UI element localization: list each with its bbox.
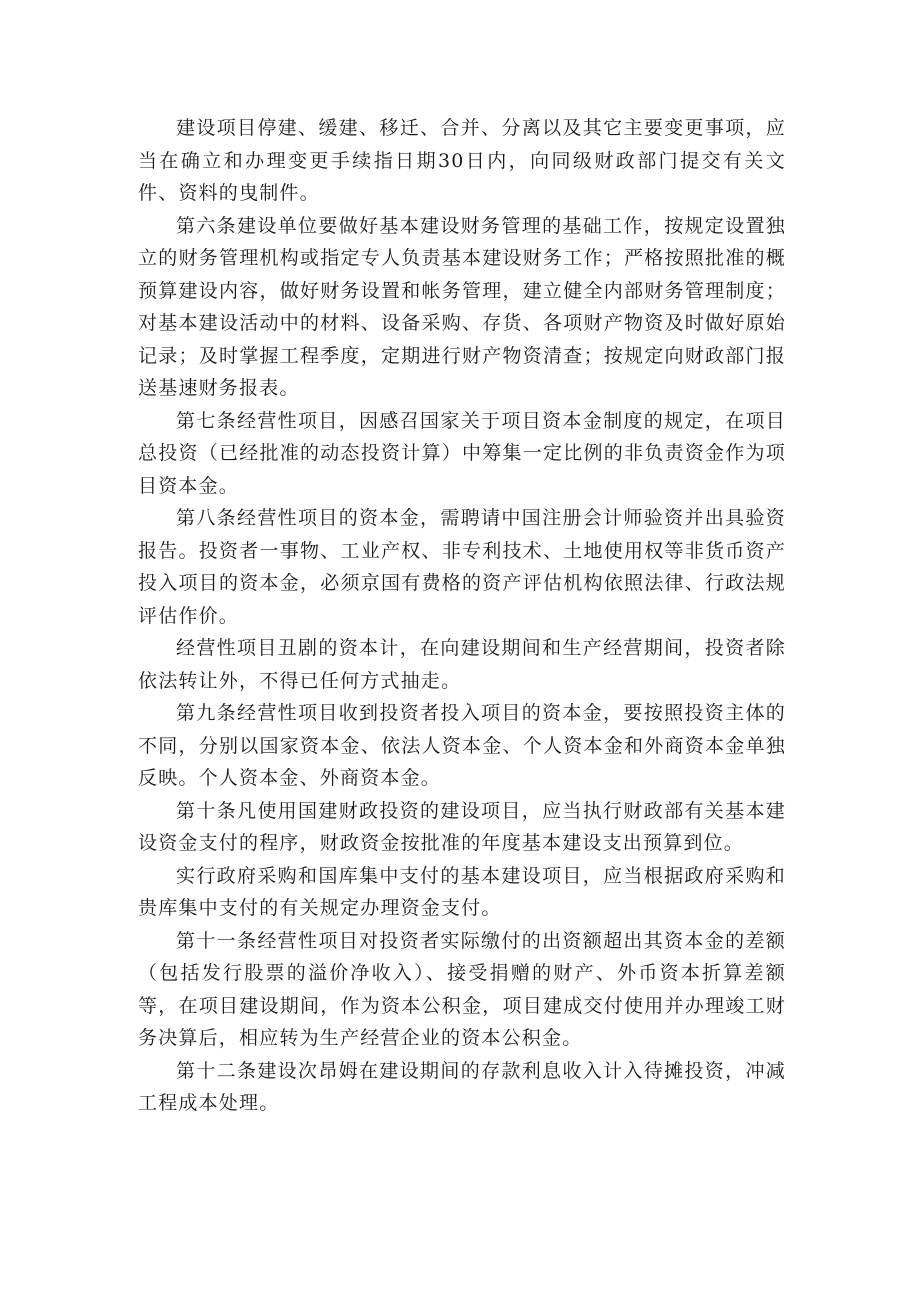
paragraph-government-procurement: 实行政府采购和国库集中支付的基本建设项目，应当根据政府采购和贵库集中支付的有关规定办理资金支付。: [138, 864, 786, 919]
paragraph-article-7: 第七条经营性项目，因感召国家关于项目资本金制度的规定，在项目总投资（已经批准的动态投资计算）中筹集一定比例的非负责资金作为项目资本金。: [138, 409, 786, 497]
paragraph-article-8: 第八条经营性项目的资本金，需聘请中国注册会计师验资并出具验资报告。投资者一事物、工业产权、非专利技术、土地使用权等非货币资产投入项目的资本金，必须京国有费格的资产评估机构依照法律、行政法规评估作价。: [138, 507, 786, 627]
paragraph-article-9: 第九条经营性项目收到投资者投入项目的资本金，要按照投资主体的不同，分别以国家资本金、依法人资本金、个人资本金和外商资本金单独反映。个人资本金、外商资本金。: [138, 702, 786, 789]
paragraph-article-12: 第十二条建设次昂姆在建设期间的存款利息收入计入待摊投资，冲减工程成本处理。: [138, 1059, 786, 1114]
paragraph-capital-withdrawal: 经营性项目丑剧的资本计，在向建设期间和生产经营期间，投资者除依法转让外，不得已任何方式抽走。: [138, 637, 786, 692]
paragraph-article-10: 第十条凡使用国建财政投资的建设项目，应当执行财政部有关基本建设资金支付的程序，财政资金按批准的年度基本建设支出预算到位。: [138, 799, 786, 854]
paragraph-project-changes: 建设项目停建、缓建、移迁、合并、分离以及其它主要变更事项，应当在确立和办理变更手续指日期30日内，向同级财政部门提交有关文件、资料的曳制件。: [138, 117, 786, 204]
paragraph-article-6: 第六条建设单位要做好基本建设财务管理的基础工作，按规定设置独立的财务管理机构或指定专人负责基本建设财务工作；严格按照批准的概预算建设内容，做好财务设置和帐务管理，建立健全内部财务管理制度；对基本建设活动中的材料、设备采购、存货、各项财产物资及时做好原始记录；及时掌握工程季度，定期进行财产物资清查；按规定向财政部门报送基速财务报表。: [138, 214, 786, 399]
paragraph-article-11: 第十一条经营性项目对投资者实际缴付的出资额超出其资本金的差额（包括发行股票的溢价净收入）、接受捐赠的财产、外币资本折算差额等，在项目建设期间，作为资本公积金，项目建成交付使用并办理竣工财务决算后，相应转为生产经营企业的资本公积金。: [138, 929, 786, 1049]
document-body: [138, 112, 786, 1120]
